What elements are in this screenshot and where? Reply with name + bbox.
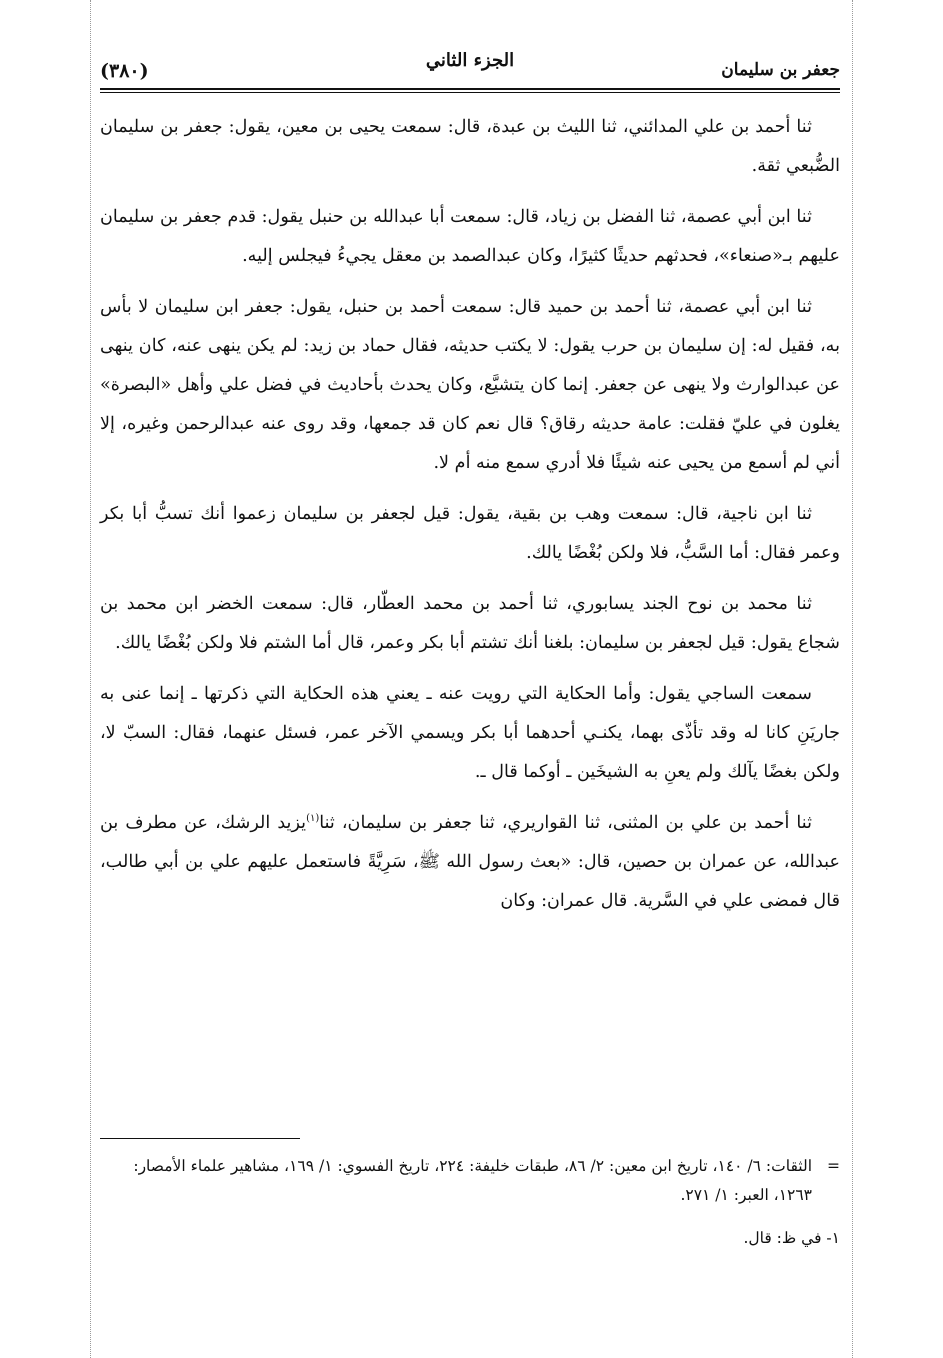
main-text xyxy=(100,108,840,933)
scan-margin-line-right xyxy=(852,0,853,1358)
paragraph: سمعت الساجي يقول: وأما الحكاية التي رويت عنه ـ يعني هذه الحكاية التي ذكرتها ـ إنما عنى به جاريَنِ كانا له وقد تأذّى بهما، يكنـي أحدهما أبا بكر ويسمي الآخر عمر، فسئل عنهما، فقال: السبّ لا، ولكن بغضًا يآلك ولم يعنِ به الشيخَين ـ أوكما قال ـ. xyxy=(100,684,840,782)
running-title: جعفر بن سليمان xyxy=(721,60,840,80)
book-page xyxy=(100,30,840,1330)
paragraph: ثنا محمد بن نوح الجند يسابوري، ثنا أحمد بن محمد العطّار، قال: سمعت الخضر ابن محمد بن شجاع يقول: قيل لجعفر بن سليمان: بلغنا أنك تشتم أبا بكر وعمر، قال أما الشتم فلا ولكن بُغْضًا يالك. xyxy=(100,594,840,653)
text-run: ثنا أحمد بن علي بن المثنى، ثنا القواريري، ثنا جعفر بن سليمان، ثنا xyxy=(319,813,812,833)
text-run: يزيد الرشك، عن مطرف بن عبدالله، عن عمران بن حصين، قال: «بعث رسول الله ﷺ، سَرِيَّةً فاستعمل عليهم علي بن أبي طالب، قال فمضى علي في السَّرية. قال عمران: وكان xyxy=(100,813,840,911)
footnote-text: الثقات: ٦/ ١٤٠، تاريخ ابن معين: ٢/ ٨٦، طبقات خليفة: ٢٢٤، تاريخ الفسوي: ١/ ١٦٩، مشاهير علماء الأمصار: ١٢٦٣، العبر: ١/ ٢٧١. xyxy=(133,1157,812,1204)
paragraph: ثنا ابن أبي عصمة، ثنا أحمد بن حميد قال: سمعت أحمد بن حنبل، يقول: جعفر ابن سليمان لا بأس به، فقيل له: إن سليمان بن حرب يقول: لا يكتب حديثه، فقال حماد بن زيد: لم يكن ينهى عنه، كان ينهى عن عبدالوارث ولا ينهى عن جعفر. إنما كان يتشيَّع، وكان يحدث بأحاديث في فضل علي وأهل «البصرة» يغلون في عليّ فقلت: عامة حديثه رقاق؟ قال نعم كان قد جمعها، وقد روى عنه عبدالرحمن وغيره، إلا أني لم أسمع من يحيى عنه شيئًا فلا أدري سمع منه أم لا. xyxy=(100,297,840,473)
footnote-reference: (١) xyxy=(306,813,320,825)
footnotes xyxy=(100,1152,840,1253)
paragraph-last xyxy=(100,804,840,921)
page-header xyxy=(100,50,840,90)
paragraph: ثنا ابن أبي عصمة، ثنا الفضل بن زياد، قال: سمعت أبا عبدالله بن حنبل يقول: قدم جعفر بن سليمان عليهم بـ«صنعاء»، فحدثهم حديثًا كثيرًا، وكان عبدالصمد بن معقل يجيءُ فيجلس إليه. xyxy=(100,207,840,266)
header-rule xyxy=(100,88,840,90)
volume-title: الجزء الثاني xyxy=(425,50,515,71)
continuation-marker: = xyxy=(827,1157,840,1175)
footnote-separator xyxy=(100,1138,300,1139)
header-rule-thin xyxy=(100,92,840,93)
scan-margin-line-left xyxy=(90,0,91,1358)
paragraph: ثنا ابن ناجية، قال: سمعت وهب بن بقية، يقول: قيل لجعفر بن سليمان زعموا أنك تسبُّ أبا بكر وعمر فقال: أما السَّبُّ، فلا ولكن بُغْضًا يالك. xyxy=(100,504,840,563)
footnote-continuation xyxy=(100,1152,840,1210)
paragraph: ثنا أحمد بن علي المدائني، ثنا الليث بن عبدة، قال: سمعت يحيى بن معين، يقول: جعفر بن سليمان الضُّبعي ثقة. xyxy=(100,117,840,176)
footnote-1: ١- في ظ: قال. xyxy=(743,1229,840,1247)
page-number: (٣٨٠) xyxy=(100,60,149,82)
